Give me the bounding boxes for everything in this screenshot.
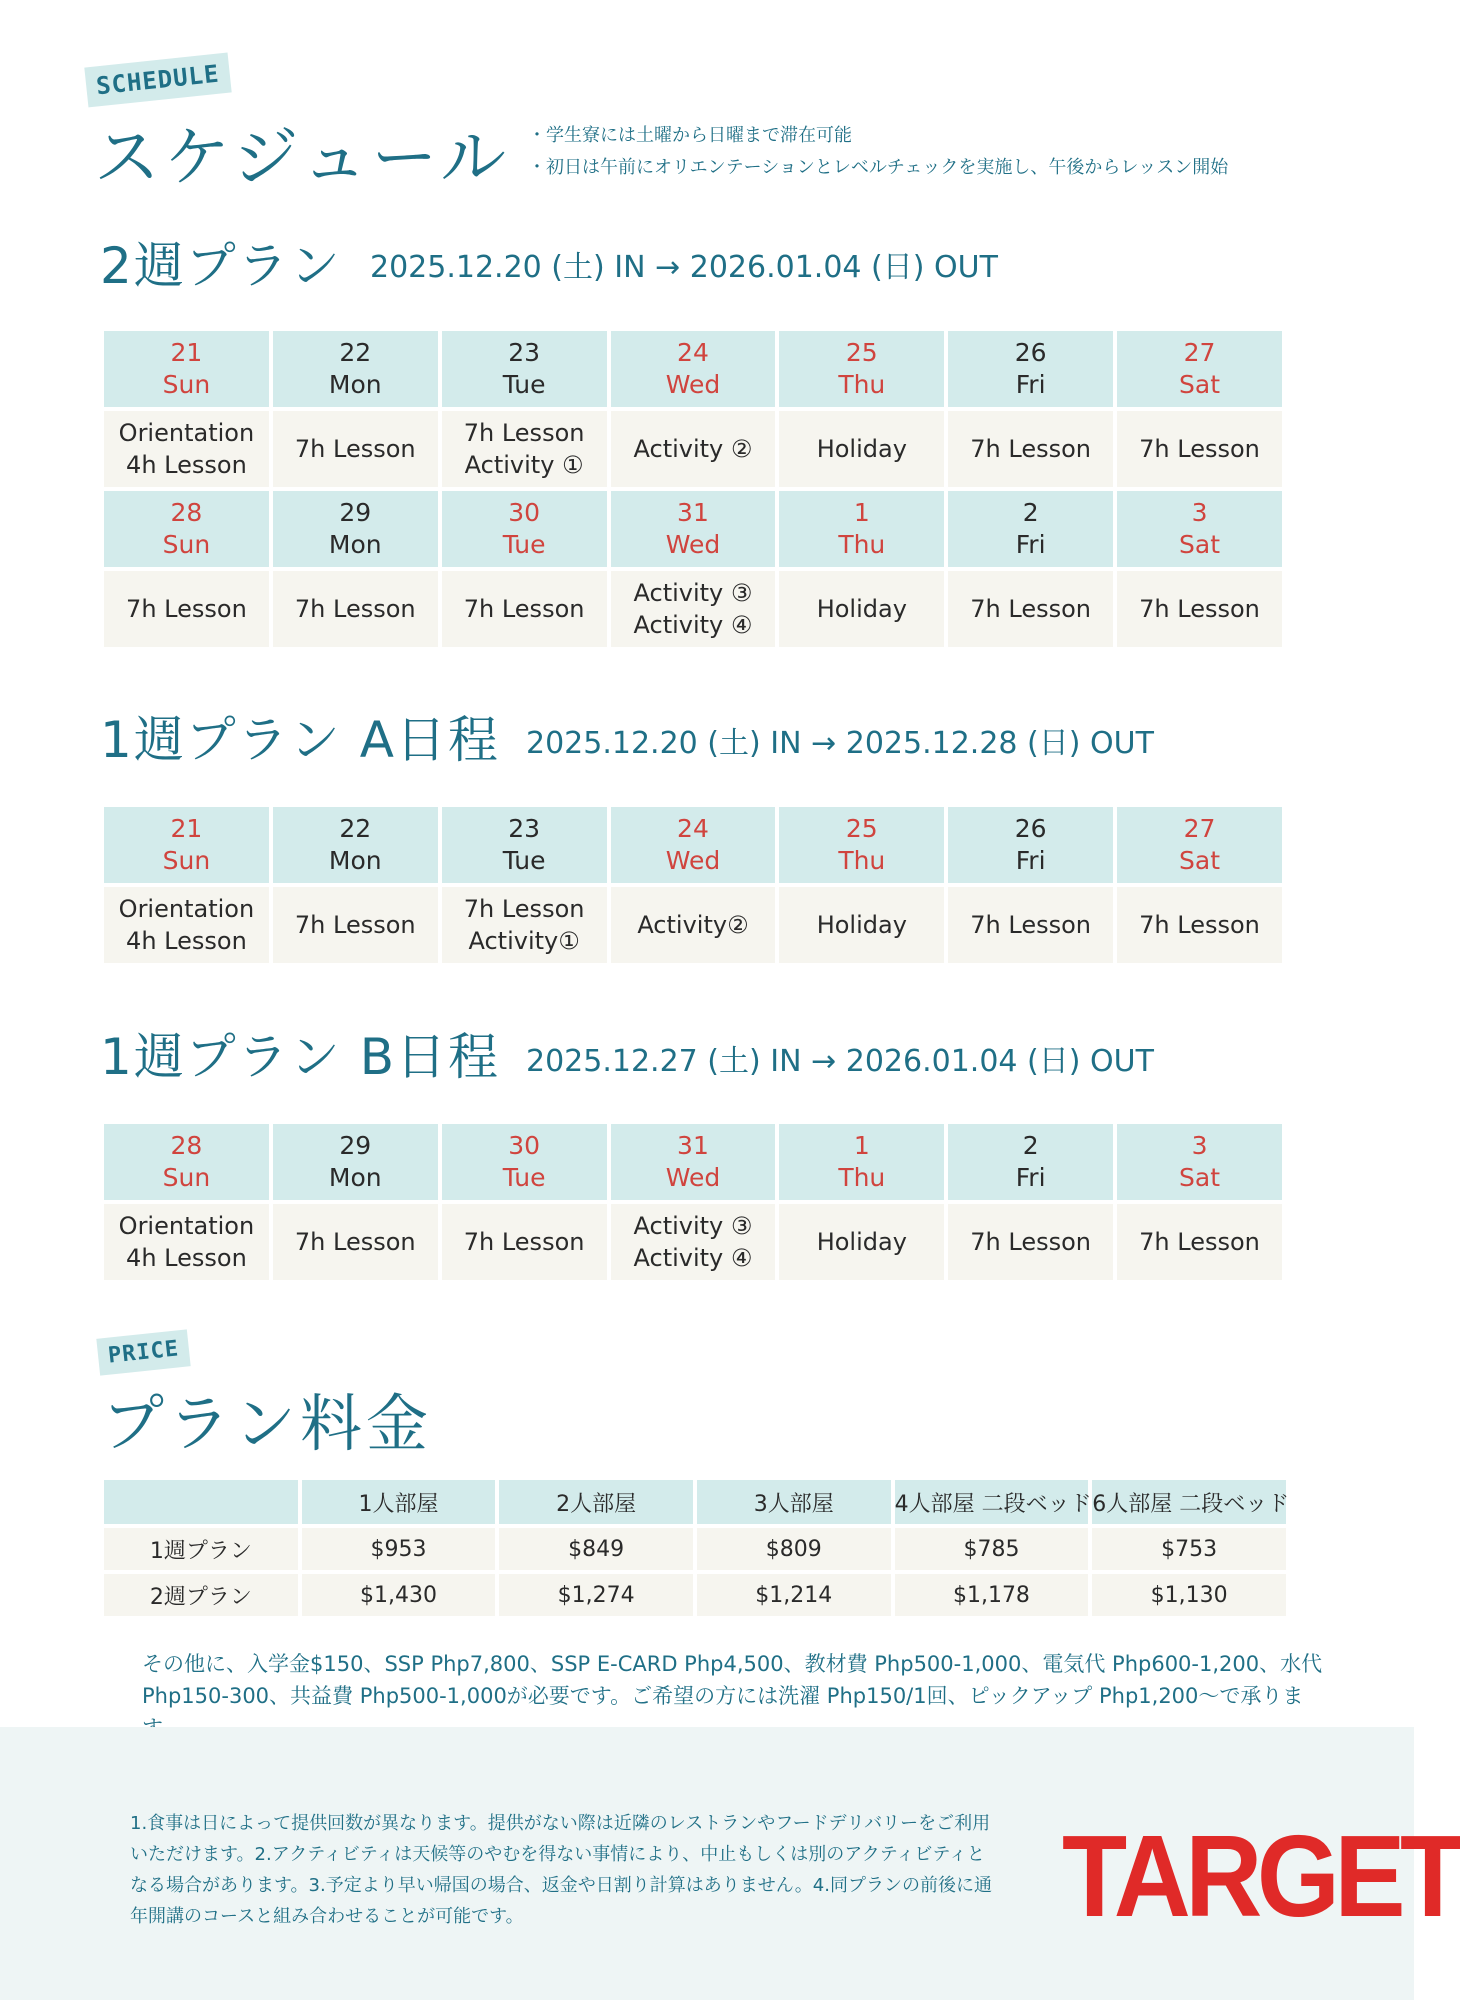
activity-text: Orientation <box>118 1212 255 1240</box>
activity-text: 4h Lesson <box>126 1244 247 1272</box>
plan-title: 1週プラン A日程 <box>100 711 500 769</box>
day-number: 30 <box>508 1131 541 1160</box>
day-number: 29 <box>339 1131 372 1160</box>
price-title: プラン料金 <box>102 1387 433 1460</box>
activity-cell <box>611 887 776 963</box>
schedule-title: スケジュール <box>94 119 511 196</box>
activity-cell <box>779 571 944 647</box>
activity-text: Activity① <box>468 927 580 955</box>
price-plan-label: 2週プラン <box>104 1574 298 1616</box>
price-cell: $953 <box>302 1528 496 1570</box>
activity-cell <box>442 887 607 963</box>
day-of-week: Sat <box>1179 530 1221 559</box>
activity-cell <box>948 1204 1113 1280</box>
day-number: 26 <box>1014 338 1047 367</box>
plan-dates: 2025.12.20 (土) IN → 2025.12.28 (日) OUT <box>526 726 1154 761</box>
day-of-week: Fri <box>1015 1163 1046 1192</box>
day-of-week: Thu <box>838 530 886 559</box>
price-row <box>104 1528 1286 1570</box>
day-number: 3 <box>1191 1131 1208 1160</box>
activity-cell <box>273 571 438 647</box>
activity-cell <box>779 411 944 487</box>
day-of-week: Wed <box>665 530 721 559</box>
activity-cell <box>104 887 269 963</box>
plan-dates: 2025.12.20 (土) IN → 2026.01.04 (日) OUT <box>370 250 998 285</box>
price-cell: $849 <box>499 1528 693 1570</box>
activity-cell <box>104 1204 269 1280</box>
day-of-week: Mon <box>328 846 382 875</box>
activity-cell <box>104 411 269 487</box>
activity-text: Holiday <box>816 911 907 939</box>
day-header-row <box>104 1124 1282 1200</box>
activity-text: 7h Lesson <box>1139 1228 1260 1256</box>
activity-text: Holiday <box>816 1228 907 1256</box>
price-cell: $1,178 <box>895 1574 1089 1616</box>
activity-text: 7h Lesson <box>1139 435 1260 463</box>
day-number: 28 <box>170 498 203 527</box>
activity-text: Activity ③ <box>633 1212 753 1240</box>
day-number: 27 <box>1183 338 1216 367</box>
day-of-week: Wed <box>665 1163 721 1192</box>
day-number: 23 <box>508 814 541 843</box>
day-number: 21 <box>170 814 203 843</box>
day-of-week: Mon <box>328 370 382 399</box>
activity-cell <box>273 411 438 487</box>
day-header-row <box>104 491 1282 567</box>
day-number: 21 <box>170 338 203 367</box>
price-table <box>100 1476 1290 1620</box>
day-of-week: Sun <box>162 846 211 875</box>
day-number: 24 <box>677 338 709 367</box>
price-header-cell: 6人部屋 二段ベッド <box>1092 1480 1286 1524</box>
calendar-1week-a <box>100 803 1286 967</box>
price-header-cell: 4人部屋 二段ベッド <box>895 1480 1089 1524</box>
footer-note: 1.食事は日によって提供回数が異なります。提供がない際は近隣のレストランやフードデリバリーをご利用いただけます。2.アクティビティは天候等のやむを得ない事情により、中止もしくは別のアクティビティとなる場合があります。3.予定より早い帰国の場合、返金や日割り計算はありません。4.同プランの前後に通年開講のコースと組み合わせることが可能です。 <box>130 1813 992 1927</box>
price-cell: $1,430 <box>302 1574 496 1616</box>
day-of-week: Fri <box>1015 846 1046 875</box>
activity-text: Activity ④ <box>633 1244 753 1272</box>
activity-cell <box>442 571 607 647</box>
schedule-notes <box>528 120 1228 184</box>
activity-row <box>104 1204 1282 1280</box>
activity-text: 7h Lesson <box>294 435 416 463</box>
price-row <box>104 1574 1286 1616</box>
activity-row <box>104 411 1282 487</box>
activity-cell <box>442 1204 607 1280</box>
activity-cell <box>611 571 776 647</box>
day-cell <box>948 807 1113 883</box>
activity-text: 7h Lesson <box>463 595 585 623</box>
activity-cell <box>611 411 776 487</box>
day-cell <box>948 491 1113 567</box>
day-cell <box>273 491 438 567</box>
activity-cell <box>1117 411 1282 487</box>
activity-text: 7h Lesson <box>463 1228 585 1256</box>
day-number: 22 <box>339 338 372 367</box>
day-cell <box>273 331 438 407</box>
day-of-week: Tue <box>502 370 546 399</box>
day-cell <box>779 331 944 407</box>
day-cell <box>779 1124 944 1200</box>
activity-text: 7h Lesson <box>970 1228 1091 1256</box>
activity-text: 7h Lesson <box>970 435 1091 463</box>
activity-text: 7h Lesson <box>294 1228 416 1256</box>
activity-text: Activity② <box>637 911 749 939</box>
day-cell <box>442 491 607 567</box>
day-number: 3 <box>1191 498 1208 527</box>
day-cell <box>104 331 269 407</box>
day-of-week: Sat <box>1179 846 1221 875</box>
day-of-week: Sun <box>162 370 211 399</box>
day-cell <box>611 491 776 567</box>
price-header-cell: 1人部屋 <box>302 1480 496 1524</box>
day-of-week: Tue <box>502 1163 546 1192</box>
day-of-week: Wed <box>665 846 721 875</box>
plan-dates: 2025.12.27 (土) IN → 2026.01.04 (日) OUT <box>526 1044 1154 1079</box>
activity-cell <box>1117 1204 1282 1280</box>
day-of-week: Thu <box>838 370 886 399</box>
day-number: 26 <box>1014 814 1047 843</box>
activity-text: Orientation <box>118 419 255 447</box>
price-cell: $1,274 <box>499 1574 693 1616</box>
price-cell: $785 <box>895 1528 1089 1570</box>
activity-row <box>104 571 1282 647</box>
day-cell <box>104 807 269 883</box>
activity-text: 7h Lesson <box>970 911 1091 939</box>
activity-text: 7h Lesson <box>1139 911 1260 939</box>
day-of-week: Thu <box>838 1163 886 1192</box>
day-number: 27 <box>1183 814 1216 843</box>
day-cell <box>779 807 944 883</box>
day-cell <box>779 491 944 567</box>
activity-text: Orientation <box>118 895 255 923</box>
activity-cell <box>273 1204 438 1280</box>
activity-text: 7h Lesson <box>463 419 585 447</box>
activity-row <box>104 887 1282 963</box>
activity-text: 7h Lesson <box>294 911 416 939</box>
activity-text: 4h Lesson <box>126 927 247 955</box>
day-cell <box>273 807 438 883</box>
day-of-week: Tue <box>502 846 546 875</box>
target-logo: TARGET <box>1062 1811 1460 1941</box>
day-cell <box>104 1124 269 1200</box>
day-cell <box>948 331 1113 407</box>
day-cell <box>104 491 269 567</box>
activity-cell <box>611 1204 776 1280</box>
day-number: 31 <box>677 498 709 527</box>
activity-text: 4h Lesson <box>126 451 247 479</box>
activity-text: Activity ② <box>633 435 753 463</box>
day-number: 30 <box>508 498 541 527</box>
day-number: 24 <box>677 814 709 843</box>
activity-text: 7h Lesson <box>463 895 585 923</box>
day-cell <box>442 1124 607 1200</box>
price-tag: PRICE <box>96 1329 191 1375</box>
day-of-week: Mon <box>328 1163 382 1192</box>
activity-text: 7h Lesson <box>1139 595 1260 623</box>
note-line: ・初日は午前にオリエンテーションとレベルチェックを実施し、午後からレッスン開始 <box>528 157 1229 178</box>
day-of-week: Thu <box>838 846 886 875</box>
day-of-week: Mon <box>328 530 382 559</box>
activity-text: Activity ① <box>464 451 584 479</box>
activity-text: Activity ④ <box>633 611 753 639</box>
day-cell <box>611 807 776 883</box>
day-number: 23 <box>508 338 541 367</box>
day-cell <box>442 807 607 883</box>
day-cell <box>948 1124 1113 1200</box>
day-of-week: Sun <box>162 530 211 559</box>
day-cell <box>1117 491 1282 567</box>
activity-text: 7h Lesson <box>126 595 247 623</box>
day-number: 22 <box>339 814 372 843</box>
price-header-cell: 2人部屋 <box>499 1480 693 1524</box>
price-extra-note: その他に、入学金$150、SSP Php7,800、SSP E-CARD Php4,500、教材費 Php500-1,000、電気代 Php600-1,200、水代 Php150-300、共益費 Php500-1,000が必要です。ご希望の方には洗濯 Php150/1回、ピックアップ Php1,200～で承りま <box>142 1652 1323 1708</box>
activity-cell <box>273 887 438 963</box>
price-cell: $809 <box>697 1528 891 1570</box>
day-cell <box>1117 1124 1282 1200</box>
day-cell <box>1117 331 1282 407</box>
calendar-1week-b <box>100 1120 1286 1284</box>
day-of-week: Tue <box>502 530 546 559</box>
day-of-week: Wed <box>665 370 721 399</box>
day-number: 25 <box>845 338 878 367</box>
activity-cell <box>779 1204 944 1280</box>
activity-cell <box>948 571 1113 647</box>
day-header-row <box>104 331 1282 407</box>
day-of-week: Sat <box>1179 370 1221 399</box>
day-of-week: Sat <box>1179 1163 1221 1192</box>
schedule-tag: SCHEDULE <box>84 53 231 108</box>
day-of-week: Fri <box>1015 370 1046 399</box>
day-number: 29 <box>339 498 372 527</box>
note-line: ・学生寮には土曜から日曜まで滞在可能 <box>528 125 852 146</box>
activity-cell <box>948 887 1113 963</box>
plan-title: 1週プラン B日程 <box>100 1028 501 1086</box>
price-cell: $753 <box>1092 1528 1286 1570</box>
price-header-cell: 3人部屋 <box>697 1480 891 1524</box>
calendar-2week <box>100 327 1286 651</box>
day-of-week: Fri <box>1015 530 1046 559</box>
day-number: 1 <box>853 498 870 527</box>
price-header-row <box>104 1480 1286 1524</box>
day-cell <box>611 1124 776 1200</box>
day-number: 28 <box>170 1131 203 1160</box>
day-header-row <box>104 807 1282 883</box>
activity-text: Holiday <box>816 435 907 463</box>
price-cell: $1,214 <box>697 1574 891 1616</box>
day-cell <box>442 331 607 407</box>
activity-text: Holiday <box>816 595 907 623</box>
day-number: 2 <box>1022 498 1039 527</box>
activity-cell <box>104 571 269 647</box>
day-of-week: Sun <box>162 1163 211 1192</box>
plan-title: 2週プラン <box>100 237 342 295</box>
price-cell: $1,130 <box>1092 1574 1286 1616</box>
day-number: 1 <box>853 1131 870 1160</box>
activity-text: 7h Lesson <box>970 595 1091 623</box>
activity-cell <box>1117 571 1282 647</box>
price-plan-label: 1週プラン <box>104 1528 298 1570</box>
day-cell <box>611 331 776 407</box>
activity-text: 7h Lesson <box>294 595 416 623</box>
price-header-cell <box>104 1480 298 1524</box>
activity-cell <box>442 411 607 487</box>
day-number: 31 <box>677 1131 709 1160</box>
day-cell <box>1117 807 1282 883</box>
activity-cell <box>779 887 944 963</box>
day-cell <box>273 1124 438 1200</box>
activity-cell <box>1117 887 1282 963</box>
day-number: 2 <box>1022 1131 1039 1160</box>
activity-cell <box>948 411 1113 487</box>
activity-text: Activity ③ <box>633 579 753 607</box>
day-number: 25 <box>845 814 878 843</box>
